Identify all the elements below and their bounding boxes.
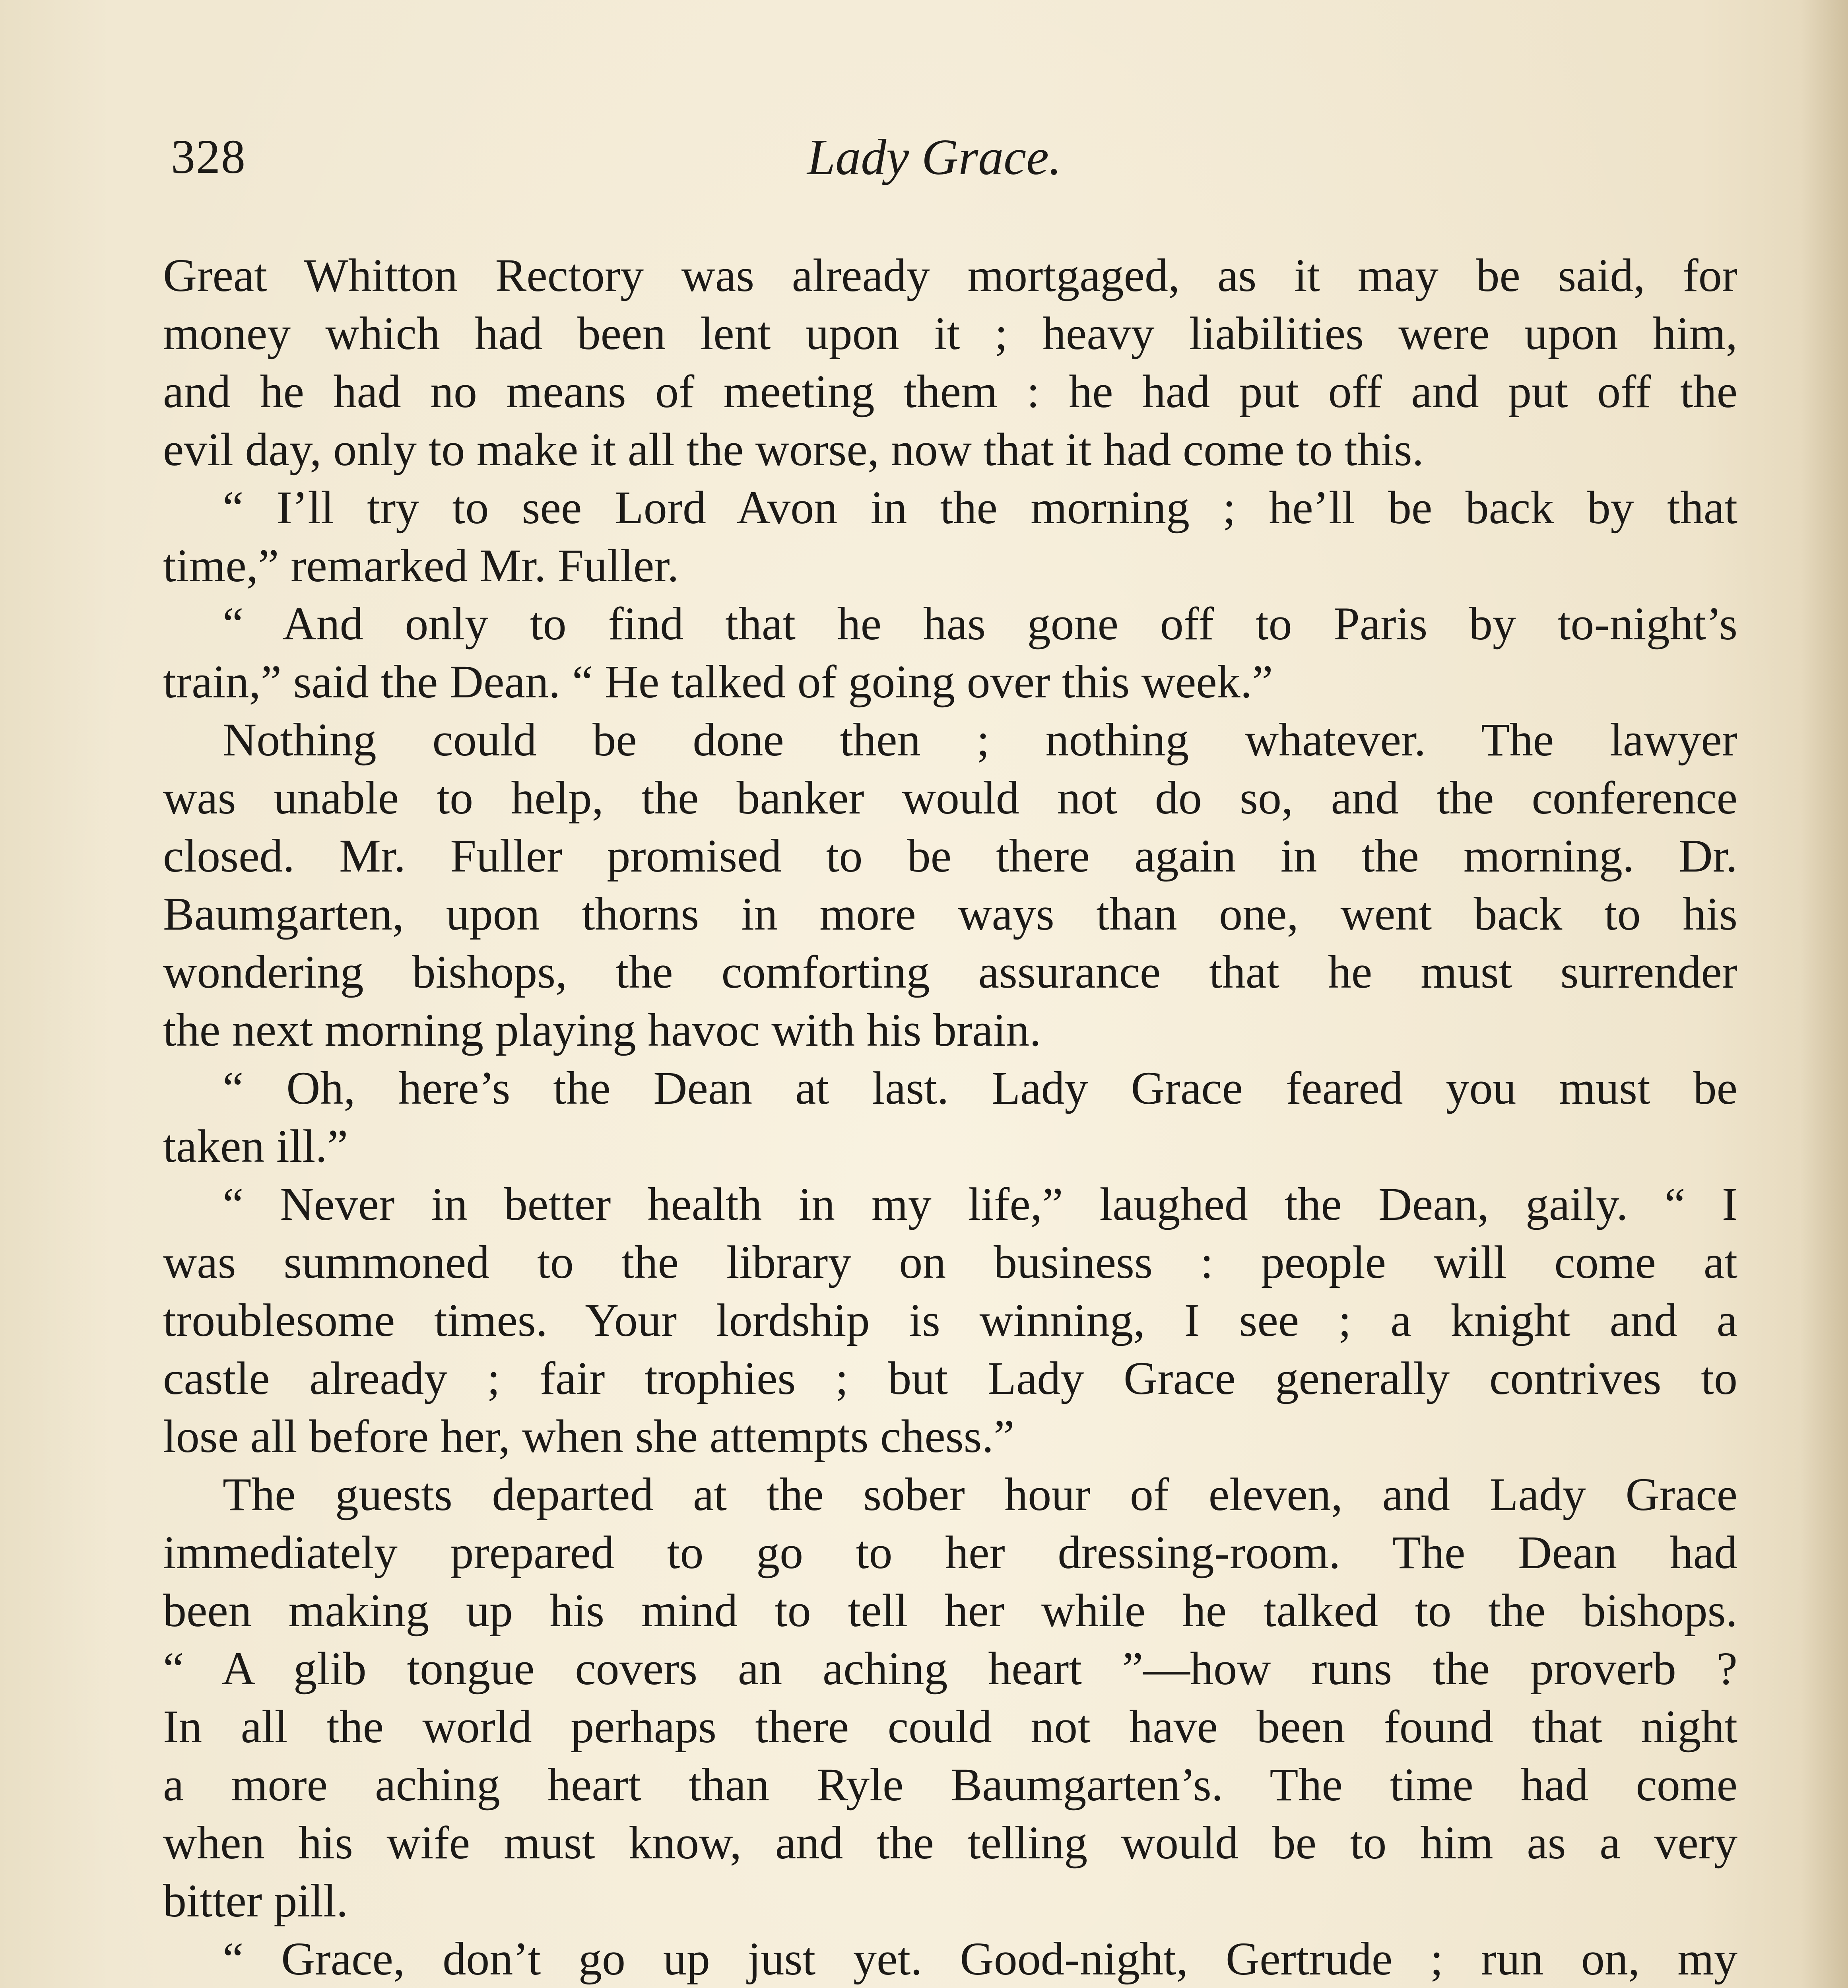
text-line: The guests departed at the sober hour of eleven, and Lady Grace: [223, 1468, 1737, 1520]
text-line: “ And only to find that he has gone off to Paris by to-night’s: [223, 598, 1737, 650]
text-line: money which had been lent upon it ; heavy liabilities were upon him,: [163, 307, 1737, 359]
text-line: train,” said the Dean. “ He talked of going over this week.”: [163, 656, 1273, 708]
text-line: closed. Mr. Fuller promised to be there again in the morning. Dr.: [163, 830, 1737, 882]
text-line: In all the world perhaps there could not have been found that night: [163, 1701, 1737, 1753]
text-line: “ I’ll try to see Lord Avon in the morning ; he’ll be back by that: [223, 481, 1737, 534]
page-edge-shadow: [1800, 0, 1848, 1988]
text-line: castle already ; fair trophies ; but Lady Grace generally contrives to: [163, 1352, 1737, 1404]
text-line: and he had no means of meeting them : he had put off and put off the: [163, 365, 1737, 417]
text-line: when his wife must know, and the telling would be to him as a very: [163, 1817, 1737, 1869]
text-line: wondering bishops, the comforting assurance that he must surrender: [163, 946, 1737, 998]
text-line: “ Never in better health in my life,” laughed the Dean, gaily. “ I: [223, 1178, 1737, 1230]
text-line: troublesome times. Your lordship is winning, I see ; a knight and a: [163, 1294, 1737, 1346]
text-line: Great Whitton Rectory was already mortgaged, as it may be said, for: [163, 249, 1737, 301]
running-title: Lady Grace.: [807, 129, 1062, 185]
text-line: was summoned to the library on business : people will come at: [163, 1236, 1737, 1288]
page-header: [171, 123, 1730, 191]
text-line: lose all before her, when she attempts chess.”: [163, 1410, 1015, 1462]
text-line: time,” remarked Mr. Fuller.: [163, 540, 679, 592]
text-line: immediately prepared to go to her dressing-room. The Dean had: [163, 1526, 1737, 1578]
text-line: “ A glib tongue covers an aching heart ”—how runs the proverb ?: [163, 1642, 1737, 1695]
body-text: [163, 247, 1737, 1988]
text-line: the next morning playing havoc with his brain.: [163, 1004, 1041, 1056]
text-line: was unable to help, the banker would not do so, and the conference: [163, 772, 1737, 824]
text-line: a more aching heart than Ryle Baumgarten’s. The time had come: [163, 1759, 1737, 1811]
text-line: “ Grace, don’t go up just yet. Good-night, Gertrude ; run on, my: [223, 1933, 1737, 1985]
page-number: 328: [171, 130, 246, 184]
text-line: taken ill.”: [163, 1120, 348, 1172]
text-line: Nothing could be done then ; nothing whatever. The lawyer: [223, 714, 1737, 766]
text-line: “ Oh, here’s the Dean at last. Lady Grace feared you must be: [223, 1062, 1737, 1114]
text-line: bitter pill.: [163, 1875, 348, 1927]
text-line: evil day, only to make it all the worse, now that it had come to this.: [163, 423, 1424, 476]
text-line: been making up his mind to tell her while he talked to the bishops.: [163, 1584, 1737, 1637]
text-line: Baumgarten, upon thorns in more ways than one, went back to his: [163, 888, 1737, 940]
